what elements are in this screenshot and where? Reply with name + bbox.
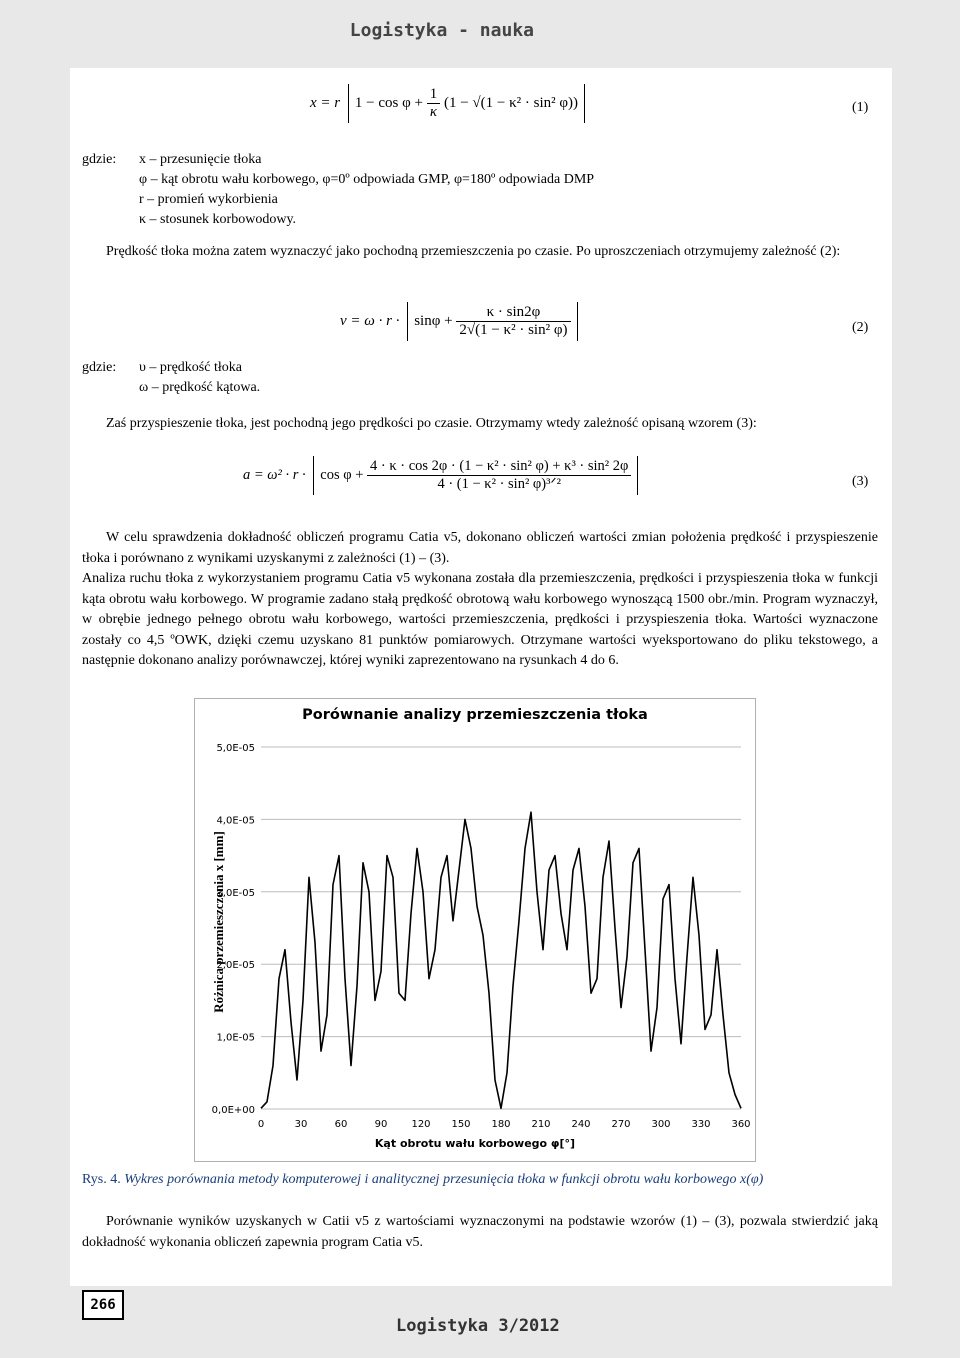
caption-text: Wykres porównania metody komputerowej i analitycznej przesunięcia tłoka w funkcji obrotu wału korbowego x(φ) [124, 1172, 764, 1187]
series-line [261, 812, 741, 1108]
page-header [334, 20, 534, 41]
y-tick-label: 3,0E-05 [216, 887, 255, 899]
chart-title: Porównanie analizy przemieszczenia tłoka [302, 707, 648, 723]
variable-item: υ – prędkość tłoka [139, 360, 242, 375]
x-tick-label: 360 [731, 1119, 751, 1130]
equation-1: x = r 1 − cos φ + $\frac{1}{\kappa}$ (1 − √(1 − κ² · sin² φ)) [310, 84, 585, 123]
equation-3-number: (3) [852, 474, 869, 489]
x-axis-label: Kąt obrotu wału korbowego φ[°] [374, 1137, 576, 1150]
x-tick-label: 240 [571, 1119, 591, 1130]
x-tick-label: 300 [651, 1119, 671, 1130]
x-tick-label: 0 [257, 1119, 265, 1130]
x-tick-label: 30 [294, 1119, 308, 1130]
x-tick-label: 210 [531, 1119, 551, 1130]
paragraph-2: Zaś przyspieszenie tłoka, jest pochodną jego prędkości po czasie. Otrzymamy wtedy zależność opisaną wzorem (3): [106, 416, 757, 431]
y-tick-label: 4,0E-05 [216, 815, 255, 827]
variable-item: φ – kąt obrotu wału korbowego, φ=0º odpowiada GMP, φ=180º odpowiada DMP [139, 172, 595, 187]
y-tick-label: 2,0E-05 [216, 960, 255, 972]
header-title: Logistyka - nauka [349, 20, 534, 41]
x-tick-label: 270 [611, 1119, 631, 1130]
x-tick-label: 330 [691, 1119, 711, 1130]
variable-item: x – przesunięcie tłoka [139, 152, 262, 167]
y-axis-label: Różnica przemieszczenia x [mm] [211, 831, 226, 1013]
variable-list-2 [139, 358, 260, 398]
where-label-2: gdzie: [82, 360, 117, 375]
equation-2-number: (2) [852, 320, 869, 335]
equation-3: a = ω² · r · cos φ + $\frac{\text{4 · κ · cos 2φ · (1 − κ² · sin² φ) + κ³ · sin² 2φ}}{\text{4 · (1 − κ² · sin² φ)³ᐟ²}}$ [243, 456, 638, 495]
chart-plot [195, 699, 755, 1161]
eq2-fraction: $\frac{\kappa \cdot \sin 2\varphi}{\text{2√(1 − κ² · sin² φ)}}$ [456, 304, 570, 339]
equation-2: v = ω · r · sinφ + $\frac{\kappa \cdot \sin 2\varphi}{\text{2√(1 − κ² · sin² φ)}}$ [340, 302, 578, 341]
page-footer: Logistyka 3/2012 [396, 1316, 560, 1336]
variable-item: ω – prędkość kątowa. [139, 380, 261, 395]
equation-1-number: (1) [852, 100, 869, 115]
variable-item: r – promień wykorbienia [139, 192, 278, 207]
paragraph-4: Analiza ruchu tłoka z wykorzystaniem programu Catia v5 wykonana została dla przemieszczenia, prędkości i przyspieszenia tłoka w funkcji kąta obrotu wału korbowego. W programie zadano stałą prędkość obrotową wału korbowego wynoszącą 1500 obr./min. Program wyznaczył, w obrębie jednego pełnego obrotu wału korbowego, wartości przemieszczenia, prędkości i przyspieszenia tłoka. Wartości wyznaczone zostały co 4,5 ºOWK, dzięki czemu uzyskano 81 punktów pomiarowych. Otrzymane wartości wyeksportowano do pliku tekstowego, a następnie dokonano analizy porównawczej, której wyniki zaprezentowano na rysunkach 4 do 6. [82, 571, 878, 668]
eq3-fraction: $\frac{\text{4 · κ · cos 2φ · (1 − κ² · sin² φ) + κ³ · sin² 2φ}}{\text{4 · (1 − κ² · sin² φ)³ᐟ²}}$ [367, 458, 631, 493]
figure-caption [82, 1172, 878, 1188]
paragraph-5: Porównanie wyników uzyskanych w Catii v5 z wartościami wyznaczonymi na podstawie wzorów (1) – (3), pozwala stwierdzić jaką dokładność wykonania obliczeń zapewnia program Catia v5. [82, 1214, 878, 1250]
variable-item: κ – stosunek korbowodowy. [139, 212, 297, 227]
x-tick-label: 60 [334, 1119, 348, 1130]
y-tick-label: 1,0E-05 [216, 1032, 255, 1044]
x-tick-label: 120 [411, 1119, 431, 1130]
where-label-1: gdzie: [82, 152, 117, 167]
x-tick-label: 180 [491, 1119, 511, 1130]
paragraph-1: Prędkość tłoka można zatem wyznaczyć jako pochodną przemieszczenia po czasie. Po uproszczeniach otrzymujemy zależność (2): [106, 244, 841, 259]
caption-label: Rys. 4. [82, 1172, 121, 1187]
chart-container [194, 698, 756, 1162]
page-number: 266 [82, 1290, 124, 1320]
y-tick-label: 0,0E+00 [211, 1105, 255, 1116]
x-tick-label: 90 [374, 1119, 388, 1130]
y-tick-label: 5,0E-05 [216, 743, 255, 754]
eq1-fraction: $\frac{1}{\kappa}$ [427, 86, 441, 121]
variable-list-1 [139, 150, 594, 230]
paragraph-3: W celu sprawdzenia dokładność obliczeń programu Catia v5, dokonano obliczeń wartości zmian położenia prędkość i przyspieszenie tłoka i porównano z wynikami uzyskanymi z zależności (1) – (3). [82, 530, 878, 566]
x-tick-label: 150 [451, 1119, 471, 1130]
